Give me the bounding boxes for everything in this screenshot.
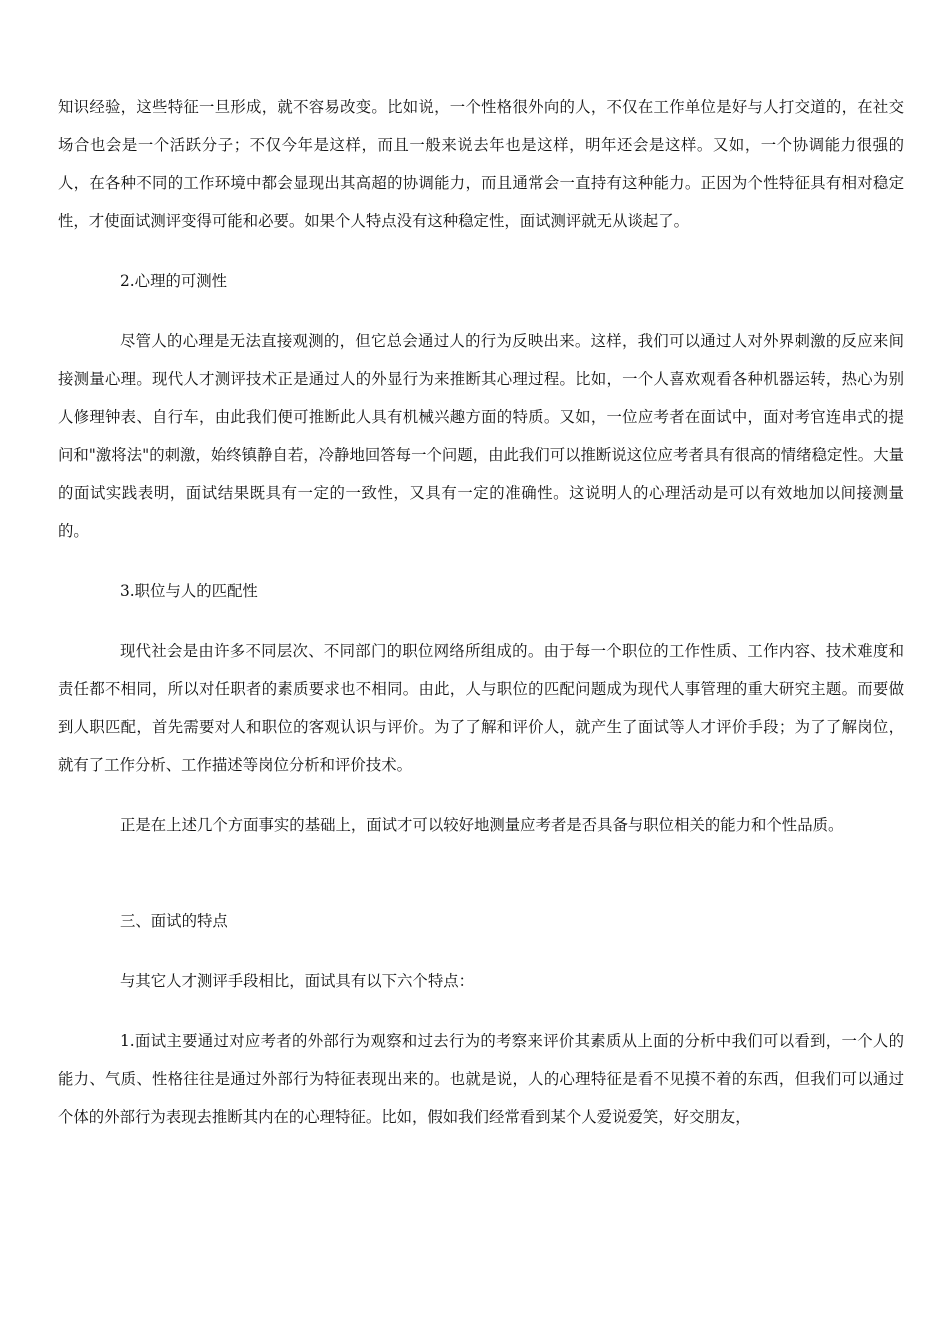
- paragraph-gap: [58, 610, 904, 632]
- paragraph-measurability: 尽管人的心理是无法直接观测的，但它总会通过人的行为反映出来。这样，我们可以通过人对外界刺激的反应来间接测量心理。现代人才测评技术正是通过人的外显行为来推断其心理过程。比如，一个人喜欢观看各种机器运转，热心为别人修理钟表、自行车，由此我们便可推断此人具有机械兴趣方面的特质。又如，一位应考者在面试中，面对考官连串式的提问和"激将法"的刺激，始终镇静自若，冷静地回答每一个问题，由此我们可以推断说这位应考者具有很高的情绪稳定性。大量的面试实践表明，面试结果既具有一定的一致性，又具有一定的准确性。这说明人的心理活动是可以有效地加以间接测量的。: [58, 332, 904, 540]
- paragraph-job-match: 现代社会是由许多不同层次、不同部门的职位网络所组成的。由于每一个职位的工作性质、工作内容、技术难度和责任都不相同，所以对任职者的素质要求也不相同。由此，人与职位的匹配问题成为现代人事管理的重大研究主题。而要做到人职匹配，首先需要对人和职位的客观认识与评价。为了了解和评价人，就产生了面试等人才评价手段；为了了解岗位，就有了工作分析、工作描述等岗位分析和评价技术。: [58, 642, 904, 774]
- paragraph-gap: [58, 550, 904, 572]
- section-heading-3: 3.职位与人的匹配性: [120, 582, 258, 600]
- section-gap: [58, 844, 904, 902]
- paragraph-gap: [58, 300, 904, 322]
- document-body: [58, 88, 904, 1136]
- paragraph-conclusion: 正是在上述几个方面事实的基础上，面试才可以较好地测量应考者是否具备与职位相关的能力和个性品质。: [120, 816, 844, 834]
- paragraph-gap: [58, 1000, 904, 1022]
- paragraph-intro: 与其它人才测评手段相比，面试具有以下六个特点：: [120, 972, 474, 990]
- paragraph-gap: [58, 940, 904, 962]
- chapter-heading: 三、面试的特点: [120, 912, 228, 930]
- paragraph-gap: [58, 784, 904, 806]
- paragraph-gap: [58, 240, 904, 262]
- paragraph-continued: 知识经验，这些特征一旦形成，就不容易改变。比如说，一个性格很外向的人，不仅在工作单位是好与人打交道的，在社交场合也会是一个活跃分子；不仅今年是这样，而且一般来说去年也是这样，明年还会是这样。又如，一个协调能力很强的人，在各种不同的工作环境中都会显现出其高超的协调能力，而且通常会一直持有这种能力。正因为个性特征具有相对稳定性，才使面试测评变得可能和必要。如果个人特点没有这种稳定性，面试测评就无从谈起了。: [58, 98, 904, 230]
- section-heading-2: 2.心理的可测性: [120, 272, 228, 290]
- paragraph-feature-1: 1.面试主要通过对应考者的外部行为观察和过去行为的考察来评价其素质从上面的分析中我们可以看到，一个人的能力、气质、性格往往是通过外部行为特征表现出来的。也就是说，人的心理特征是看不见摸不着的东西，但我们可以通过个体的外部行为表现去推断其内在的心理特征。比如，假如我们经常看到某个人爱说爱笑，好交朋友，: [58, 1032, 904, 1126]
